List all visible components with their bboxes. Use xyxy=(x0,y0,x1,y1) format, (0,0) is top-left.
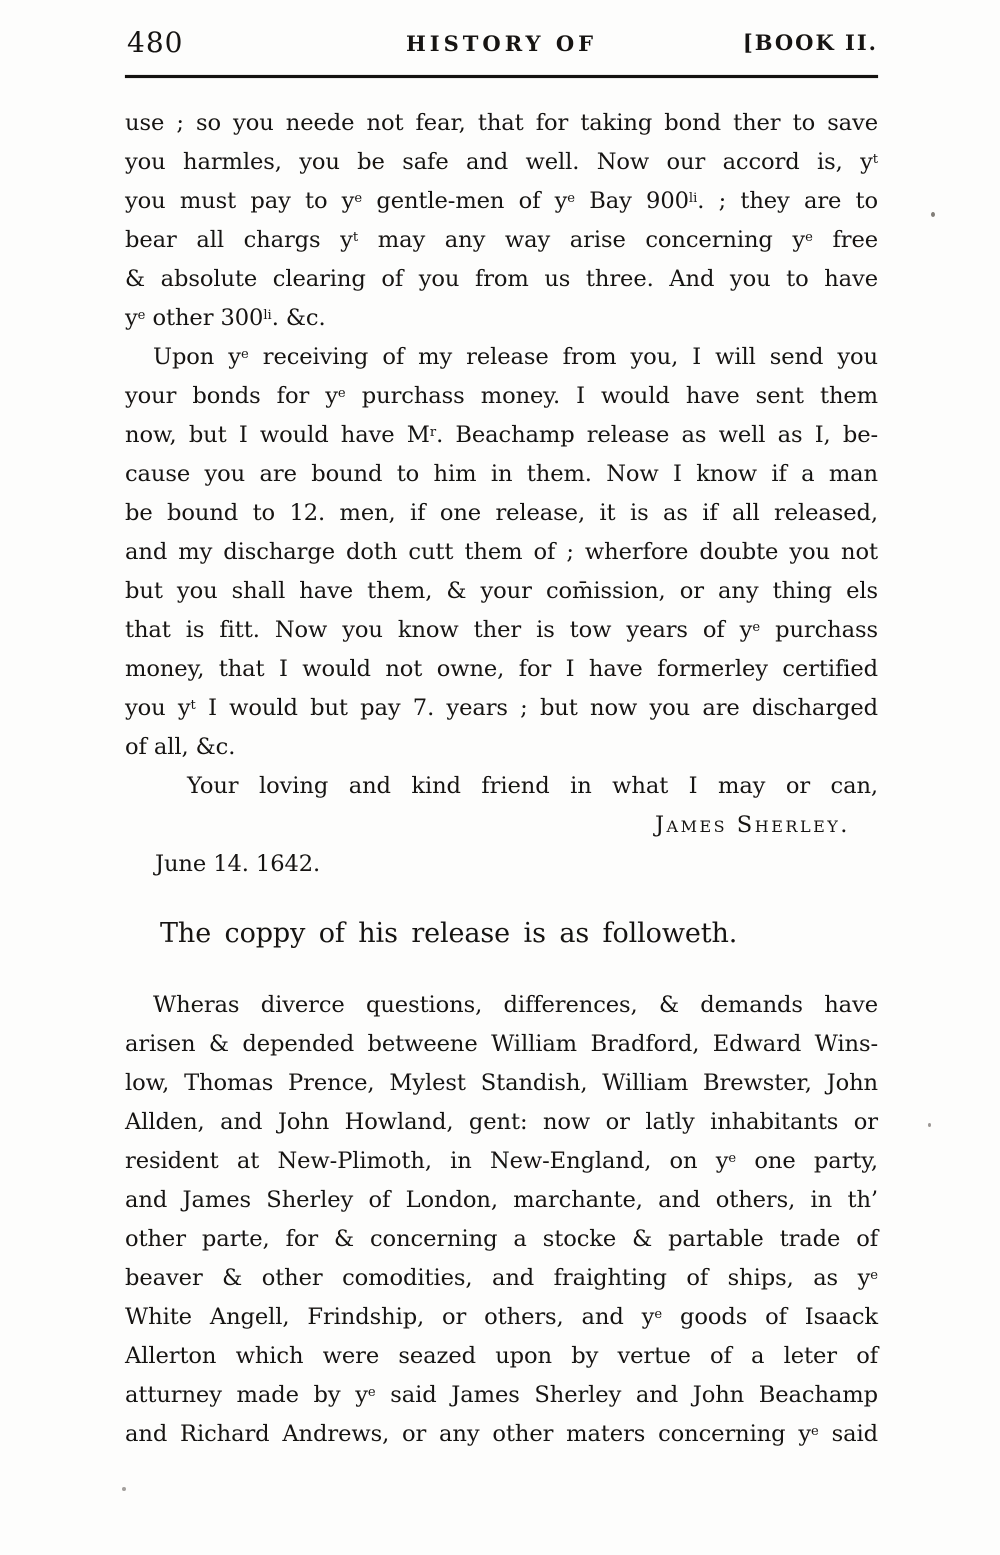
valediction: Your loving and kind friend in what I may or can, xyxy=(187,773,878,799)
text-line: Allden, and John Howland, gent: now or latly inhabitants or xyxy=(125,1109,878,1135)
book-label: [BOOK II. xyxy=(742,30,878,55)
text-line: beaver & other comodities, and fraighting of ships, as $y^e$ xyxy=(125,1265,878,1291)
text-line: White Angell, Frindship, or others, and $y^e$ goods of Isaack xyxy=(125,1304,878,1330)
scan-speck xyxy=(122,1487,126,1491)
running-title: HISTORY OF xyxy=(405,31,598,56)
dateline: June 14. 1642. xyxy=(155,851,321,877)
scan-speck xyxy=(931,212,935,217)
text-line: other parte, for & concerning a stocke & partable trade of xyxy=(125,1226,878,1252)
text-line: you $y^t$ I would but pay 7. years ; but now you are discharged xyxy=(125,695,878,721)
text-line: be bound to 12. men, if one release, it is as if all released, xyxy=(125,500,878,526)
text-line: now, but I would have $M^r$. Beachamp release as well as I, be- xyxy=(125,422,878,448)
text-line: use ; so you neede not fear, that for taking bond ther to save xyxy=(125,110,878,136)
text-line: cause you are bound to him in them. Now I know if a man xyxy=(125,461,878,487)
heading: The coppy of his release is as followeth. xyxy=(160,918,738,949)
text-line: Allerton which were seazed upon by vertue of a leter of xyxy=(125,1343,878,1369)
letter-paragraph-1 xyxy=(125,104,878,338)
page-body xyxy=(125,104,878,1454)
scan-speck xyxy=(928,1123,931,1127)
text-line: and James Sherley of London, marchante, and others, in th’ xyxy=(125,1187,878,1213)
text-line: and my discharge doth cutt them of ; wherfore doubte you not xyxy=(125,539,878,565)
text-line: money, that I would not owne, for I have formerley certified xyxy=(125,656,878,682)
text-line: resident at New-Plimoth, in New-England, on $y^e$ one party, xyxy=(125,1148,879,1174)
text-line: of all, &c. xyxy=(125,734,236,760)
header-rule xyxy=(125,75,878,78)
release-paragraph-1 xyxy=(125,986,878,1454)
text-line: you must pay to $y^e$ gentle-men of $y^e$ Bay $900^{li}$. ; they are to xyxy=(125,188,879,214)
text-line: your bonds for $y^e$ purchass money. I would have sent them xyxy=(125,383,879,409)
text-line: arisen & depended betweene William Bradford, Edward Wins- xyxy=(125,1031,878,1057)
text-line: but you shall have them, & your com̄ission, or any thing els xyxy=(125,578,878,604)
running-header xyxy=(125,26,878,60)
text-line: atturney made by $y^e$ said James Sherley and John Beachamp xyxy=(125,1382,878,1408)
text-line: Upon $y^e$ receiving of my release from you, I will send you xyxy=(153,344,878,370)
text-line: Wheras diverce questions, differences, & demands have xyxy=(153,992,878,1018)
text-line: $y^e$ other $300^{li}$. &c. xyxy=(125,305,326,331)
text-line: & absolute clearing of you from us three. And you to have xyxy=(125,266,878,292)
text-line: that is fitt. Now you know ther is tow years of $y^e$ purchass xyxy=(125,617,878,643)
signature: James Sherley. xyxy=(654,812,850,838)
text-line: and Richard Andrews, or any other maters concerning $y^e$ said xyxy=(125,1421,878,1447)
text-line: low, Thomas Prence, Mylest Standish, William Brewster, John xyxy=(125,1070,878,1096)
letter-paragraph-2 xyxy=(125,338,878,767)
page-number: 480 xyxy=(127,26,184,59)
text-line: you harmles, you be safe and well. Now our accord is, $y^t$ xyxy=(125,149,878,175)
text-line: bear all chargs $y^t$ may any way arise concerning $y^e$ free xyxy=(125,227,879,253)
